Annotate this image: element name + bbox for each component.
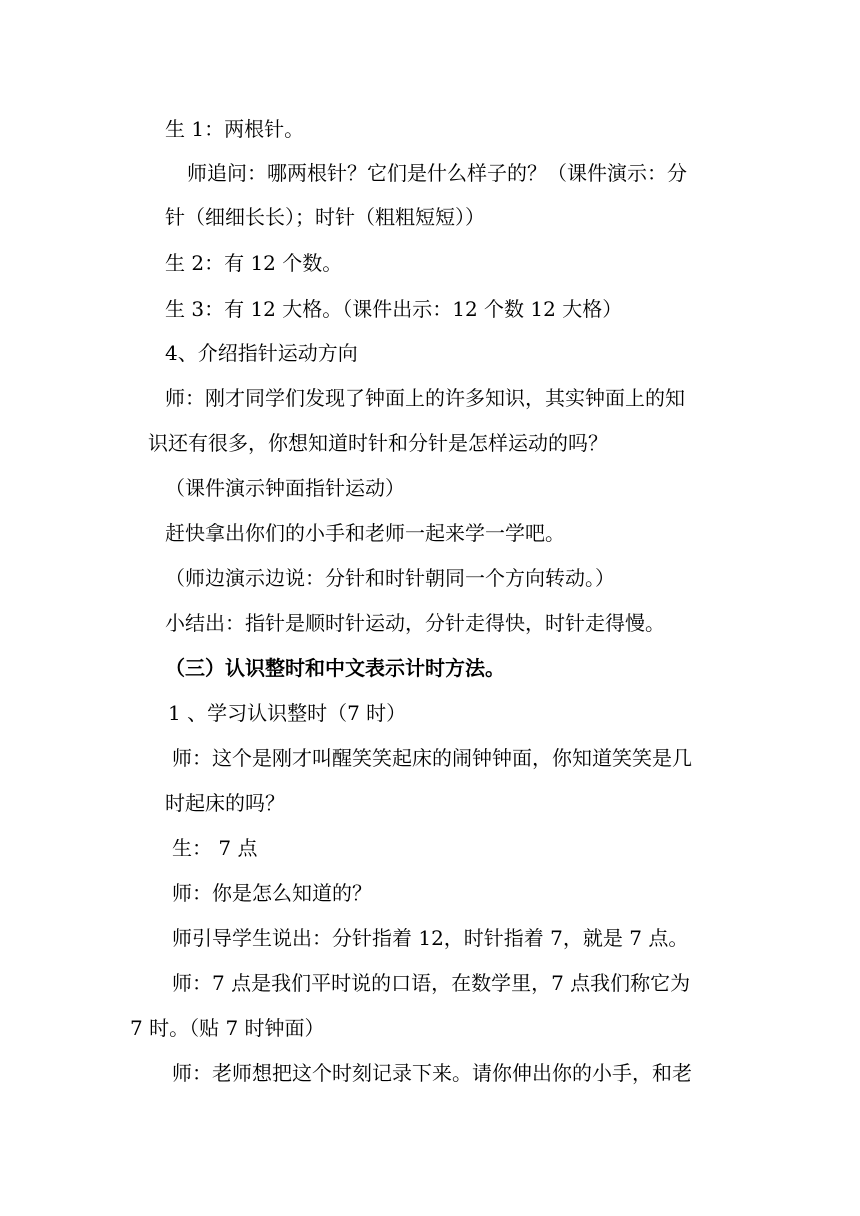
paragraph-line: 针（细细长长）；时针（粗粗短短）） [165, 205, 485, 229]
paragraph-line: 小结出：指针是顺时针运动，分针走得快，时针走得慢。 [165, 611, 665, 635]
paragraph-line: （师边演示边说：分针和时针朝同一个方向转动。） [165, 566, 615, 590]
paragraph-line: 师追问：哪两根针？它们是什么样子的？（课件演示：分 [187, 161, 687, 185]
paragraph-line: 师：7 点是我们平时说的口语，在数学里，7 点我们称它为 [172, 971, 691, 995]
paragraph-line: 生 1：两根针。 [165, 117, 305, 141]
paragraph-line: 生： 7 点 [172, 836, 258, 860]
paragraph-line: 时起床的吗？ [165, 791, 285, 815]
paragraph-line: 师：刚才同学们发现了钟面上的许多知识，其实钟面上的知 [165, 386, 685, 410]
paragraph-line: （课件演示钟面指针运动） [165, 476, 405, 500]
paragraph-line: 师：老师想把这个时刻记录下来。请你伸出你的小手，和老 [172, 1061, 692, 1085]
subsection-heading: 1 、学习认识整时（7 时） [168, 701, 407, 725]
paragraph-line: 师：这个是刚才叫醒笑笑起床的闹钟钟面，你知道笑笑是几 [172, 746, 692, 770]
paragraph-line: 生 3：有 12 大格。（课件出示：12 个数 12 大格） [165, 297, 623, 321]
paragraph-line: 识还有很多，你想知道时针和分针是怎样运动的吗？ [148, 431, 608, 455]
paragraph-line: 7 时。（贴 7 时钟面） [130, 1016, 325, 1040]
paragraph-line: 师：你是怎么知道的？ [172, 881, 372, 905]
paragraph-line: 师引导学生说出：分针指着 12，时针指着 7，就是 7 点。 [172, 926, 689, 950]
section-heading: 4、介绍指针运动方向 [165, 341, 358, 365]
paragraph-line: 赶快拿出你们的小手和老师一起来学一学吧。 [165, 521, 565, 545]
section-heading-bold: （三）认识整时和中文表示计时方法。 [165, 656, 505, 680]
paragraph-line: 生 2：有 12 个数。 [165, 251, 343, 275]
